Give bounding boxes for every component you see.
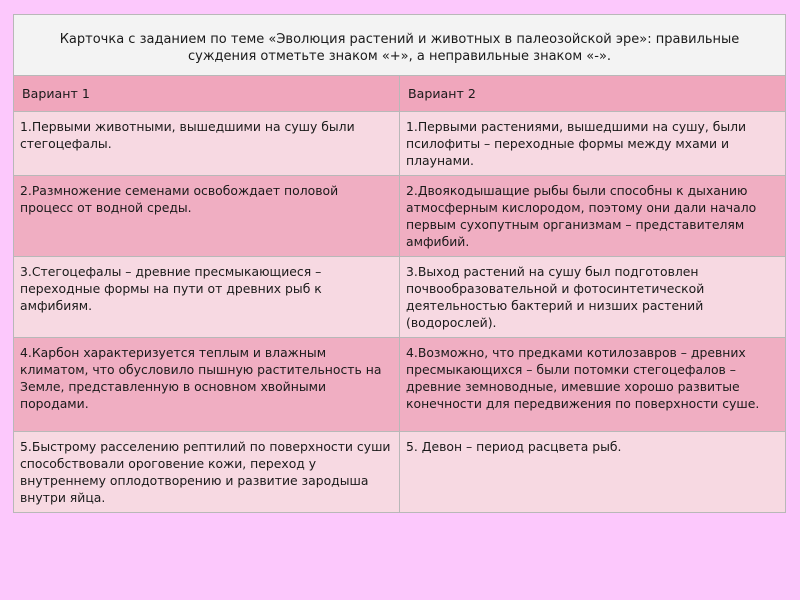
variant-2-statement-1: 1.Первыми растениями, вышедшими на сушу, были псилофиты – переходные формы между мхами и плаунами. [400, 112, 786, 176]
variant-1-statement-2: 2.Размножение семенами освобождает половой процесс от водной среды. [14, 176, 400, 257]
variant-1-statement-3: 3.Стегоцефалы – древние пресмыкающиеся – переходные формы на пути от древних рыб к амфибиям. [14, 257, 400, 338]
statement-row-1 [14, 112, 786, 176]
variant-1-statement-1: 1.Первыми животными, вышедшими на сушу были стегоцефалы. [14, 112, 400, 176]
variant-2-statement-3: 3.Выход растений на сушу был подготовлен почвообразовательной и фотосинтетической деятельностью бактерий и низших растений (водорослей). [400, 257, 786, 338]
statement-row-4 [14, 338, 786, 432]
variant-header-row [14, 76, 786, 112]
variant-2-header: Вариант 2 [400, 76, 786, 112]
card-title: Карточка с заданием по теме «Эволюция растений и животных в палеозойской эре»: правильные суждения отметьте знаком «+», а неправильные знаком «-». [14, 15, 786, 76]
variant-2-statement-4: 4.Возможно, что предками котилозавров – древних пресмыкающихся – были потомки стегоцефалов – древние земноводные, имевшие хорошо развитые конечности для передвижения по поверхности суше. [400, 338, 786, 432]
statement-row-5 [14, 432, 786, 513]
variant-2-statement-5: 5. Девон – период расцвета рыб. [400, 432, 786, 513]
variant-1-statement-5: 5.Быстрому расселению рептилий по поверхности суши способствовали ороговение кожи, переход у внутреннему оплодотворению и развитие зародыша внутри яйца. [14, 432, 400, 513]
card-title-row [14, 15, 786, 76]
statement-row-2 [14, 176, 786, 257]
variant-1-header: Вариант 1 [14, 76, 400, 112]
statement-row-3 [14, 257, 786, 338]
task-card-table [13, 14, 786, 513]
variant-1-statement-4: 4.Карбон характеризуется теплым и влажным климатом, что обусловило пышную растительность на Земле, представленную в основном хвойными породами. [14, 338, 400, 432]
variant-2-statement-2: 2.Двоякодышащие рыбы были способны к дыханию атмосферным кислородом, поэтому они дали начало первым сухопутным организмам – представителям амфибий. [400, 176, 786, 257]
